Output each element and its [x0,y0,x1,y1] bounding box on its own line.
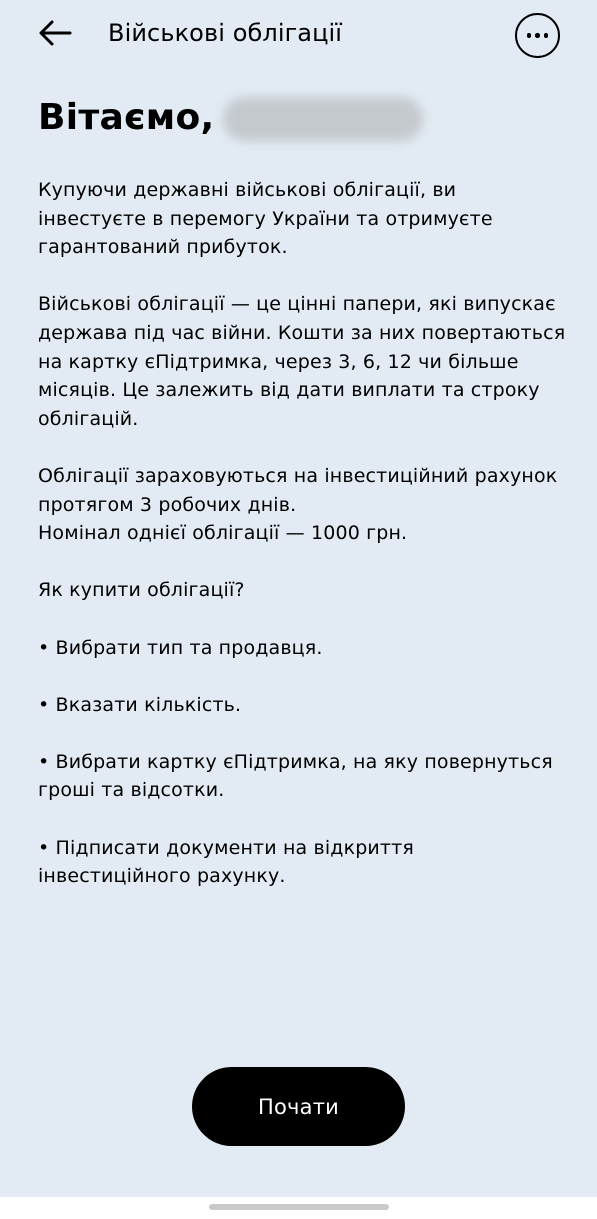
crediting-paragraph: Облігації зараховуються на інвестиційний рахунок протягом 3 робочих днів. [38,464,558,516]
nominal-paragraph: Номінал однієї облігації — 1000 грн. [38,522,408,545]
description-paragraph: Військові облігації — це цінні папери, які випускає держава під час війни. Кошти за них повертаються на картку єПідтримка, через 3, 6, 12 чи більше місяців. Це залежить від дати виплати та строку облігацій. [38,293,566,430]
more-horizontal-icon-dot [535,33,540,38]
more-button[interactable] [515,13,560,58]
step-item: • Підписати документи на відкриття інвестиційного рахунку. [38,836,414,888]
info-content [38,176,568,891]
greeting-text: Вітаємо, [38,97,215,138]
header [0,0,597,72]
page-title: Військові облігації [108,19,343,47]
greeting [38,92,423,144]
user-name-redacted [223,97,423,141]
back-button[interactable] [34,14,76,52]
more-horizontal-icon [527,33,532,38]
step-item: • Вибрати тип та продавця. [38,636,323,659]
arrow-left-icon [37,19,73,47]
step-item: • Вказати кількість. [38,693,242,716]
home-indicator[interactable] [209,1204,389,1210]
how-to-buy-heading: Як купити облігації? [38,579,245,602]
intro-paragraph: Купуючи державні військові облігації, ви інвестуєте в перемогу України та отримуєте гарантований прибуток. [38,179,493,259]
more-horizontal-icon-dot [544,33,549,38]
start-button[interactable]: Почати [192,1067,405,1146]
step-item: • Вибрати картку єПідтримка, на яку повернуться гроші та відсотки. [38,750,553,802]
